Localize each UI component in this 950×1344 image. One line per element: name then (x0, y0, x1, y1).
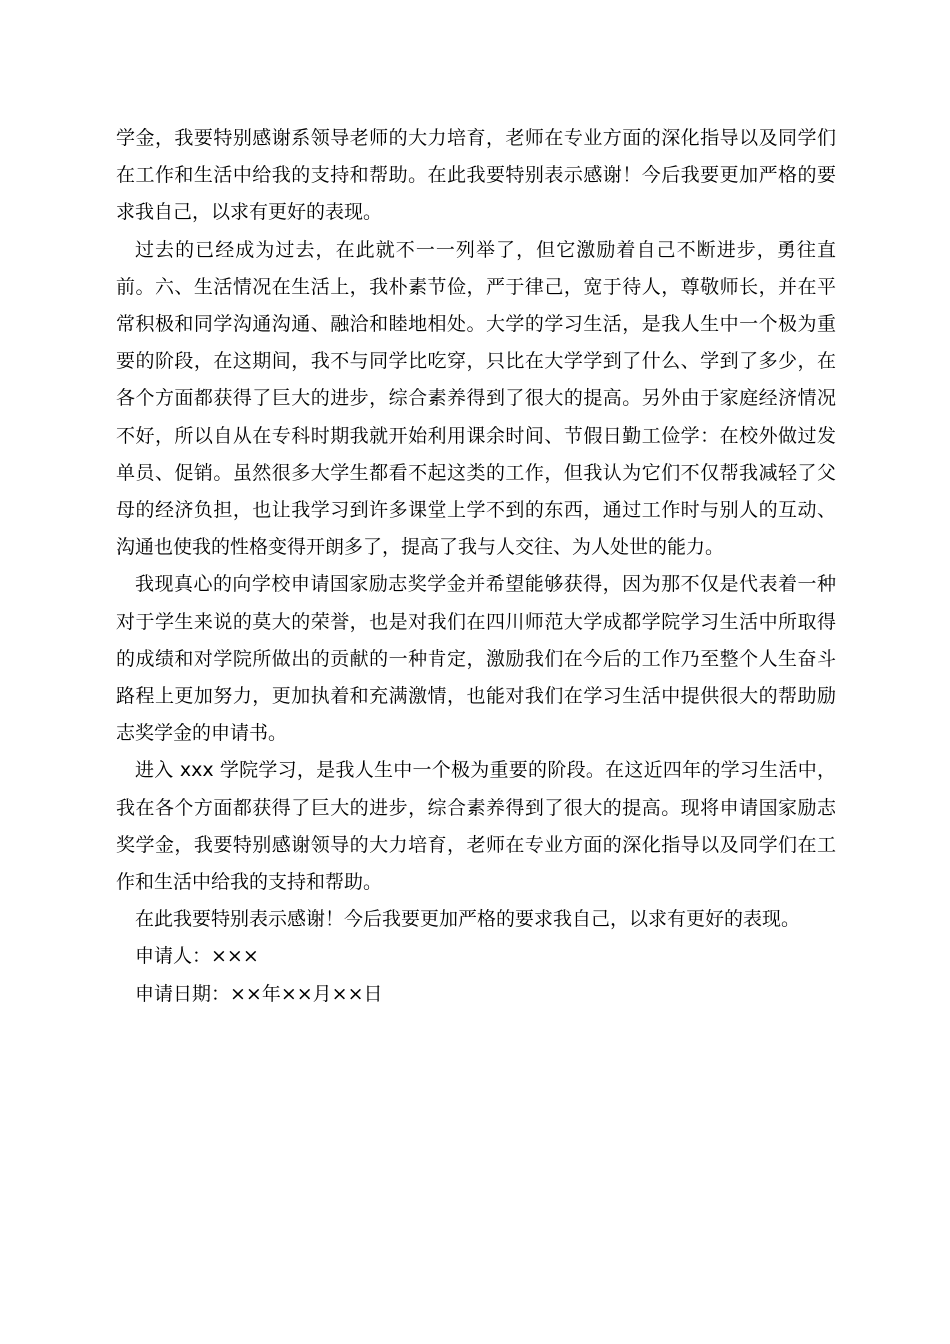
paragraph-4: 进入 xxx 学院学习，是我人生中一个极为重要的阶段。在这近四年的学习生活中，我在各个方面都获得了巨大的进步，综合素养得到了很大的提高。现将申请国家励志奖学金，我要特别感谢领导的大力培育，老师在专业方面的深化指导以及同学们在工作和生活中给我的支持和帮助。 (116, 759, 836, 894)
paragraph-1: 学金，我要特别感谢系领导老师的大力培育，老师在专业方面的深化指导以及同学们在工作和生活中给我的支持和帮助。在此我要特别表示感谢！今后我要更加严格的要求我自己，以求有更好的表现。 (116, 127, 836, 224)
paragraph-3: 我现真心的向学校申请国家励志奖学金并希望能够获得，因为那不仅是代表着一种对于学生来说的莫大的荣誉，也是对我们在四川师范大学成都学院学习生活中所取得的成绩和对学院所做出的贡献的一种肯定，激励我们在今后的工作乃至整个人生奋斗路程上更加努力，更加执着和充满激情，也能对我们在学习生活中提供很大的帮助励志奖学金的申请书。 (116, 573, 836, 745)
date-line: 申请日期：××年××月××日 (135, 982, 383, 1005)
paragraph-2: 过去的已经成为过去，在此就不一一列举了，但它激励着自己不断进步，勇往直前。六、生活情况在生活上，我朴素节俭，严于律己，宽于待人，尊敬师长，并在平常积极和同学沟通沟通、融洽和睦地相处。大学的学习生活，是我人生中一个极为重要的阶段，在这期间，我不与同学比吃穿，只比在大学学到了什么、学到了多少，在各个方面都获得了巨大的进步，综合素养得到了很大的提高。另外由于家庭经济情况不好，所以自从在专科时期我就开始利用课余时间、节假日勤工俭学：在校外做过发单员、促销。虽然很多大学生都看不起这类的工作，但我认为它们不仅帮我减轻了父母的经济负担，也让我学习到许多课堂上学不到的东西，通过工作时与别人的互动、沟通也使我的性格变得开朗多了，提高了我与人交往、为人处世的能力。 (116, 238, 836, 559)
applicant-line: 申请人：××× (135, 945, 259, 968)
document-body (116, 120, 836, 1013)
paragraph-5: 在此我要特别表示感谢！今后我要更加严格的要求我自己，以求有更好的表现。 (135, 908, 801, 931)
